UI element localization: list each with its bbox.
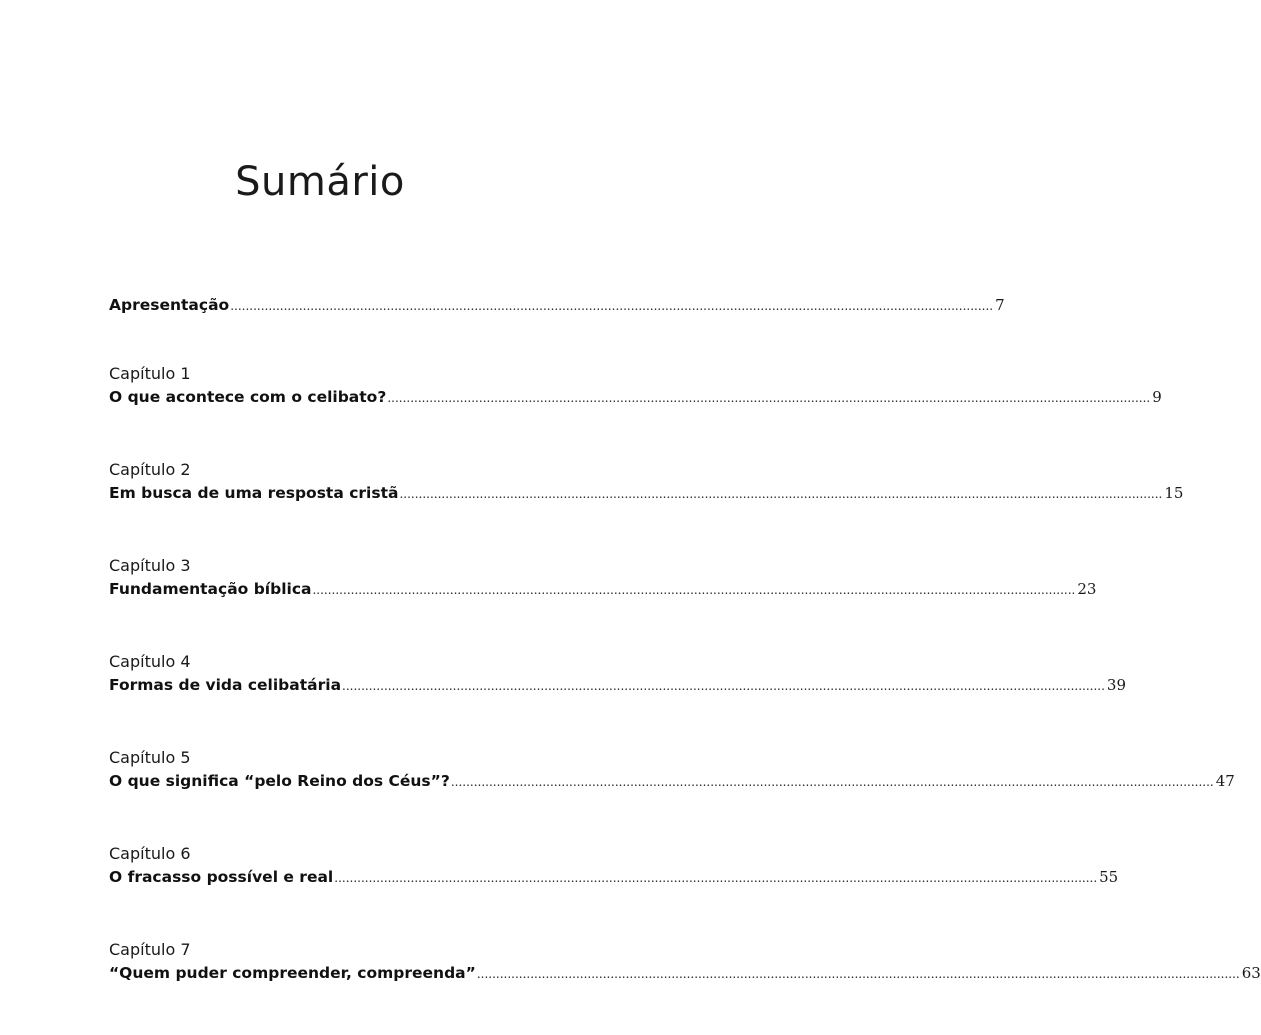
dot-leader: ........................................................................................................................................................................................................: [450, 775, 1214, 789]
toc-line: [109, 293, 1005, 317]
toc-page-number: 55: [1099, 868, 1119, 886]
toc-page-number: 63: [1241, 964, 1261, 982]
toc-entry-chapter-1: [109, 363, 1162, 409]
chapter-label: Capítulo 5: [109, 748, 191, 767]
toc-entry-chapter-2: [109, 459, 1184, 505]
toc-line: [109, 385, 1162, 409]
toc-page-number: 39: [1106, 676, 1127, 694]
chapter-label: Capítulo 6: [109, 844, 191, 863]
toc-page-number: 15: [1164, 484, 1184, 502]
toc-entry-title: Fundamentação bíblica: [109, 580, 312, 598]
toc-entry-chapter-3: [109, 555, 1097, 601]
dot-leader: ........................................................................................................................................................................................................: [342, 679, 1105, 693]
toc-entry-title: O que significa “pelo Reino dos Céus”?: [109, 772, 450, 790]
table-of-contents: [109, 293, 1261, 1035]
chapter-label: Capítulo 7: [109, 940, 191, 959]
toc-line: [109, 865, 1119, 889]
toc-entry-title: Em busca de uma resposta cristã: [109, 484, 399, 502]
chapter-label: Capítulo 2: [109, 460, 191, 479]
chapter-label: Capítulo 4: [109, 652, 191, 671]
toc-line: [109, 577, 1097, 601]
toc-entry-title: Formas de vida celibatária: [109, 676, 342, 694]
dot-leader: ........................................................................................................................................................................................................: [334, 871, 1098, 885]
toc-page-number: 23: [1077, 580, 1097, 598]
dot-leader: ........................................................................................................................................................................................................: [387, 391, 1151, 405]
toc-line: [109, 961, 1261, 985]
toc-line: [109, 673, 1127, 697]
toc-entry-chapter-4: [109, 651, 1127, 697]
toc-entry-chapter-6: [109, 843, 1119, 889]
toc-line: [109, 481, 1184, 505]
dot-leader: ........................................................................................................................................................................................................: [476, 967, 1240, 981]
chapter-label: Capítulo 1: [109, 364, 191, 383]
dot-leader: ........................................................................................................................................................................................................: [399, 487, 1163, 501]
toc-entry-title: O que acontece com o celibato?: [109, 388, 387, 406]
toc-entry-apresentacao: [109, 293, 1005, 317]
toc-entry-title: O fracasso possível e real: [109, 868, 334, 886]
toc-page-number: 9: [1152, 388, 1162, 406]
toc-entry-title: Apresentação: [109, 296, 230, 314]
toc-line: [109, 769, 1235, 793]
chapter-label: Capítulo 3: [109, 556, 191, 575]
dot-leader: ........................................................................................................................................................................................................: [230, 299, 994, 313]
toc-page-number: 47: [1215, 772, 1235, 790]
toc-page-number: 7: [995, 296, 1005, 314]
toc-entry-chapter-7: [109, 939, 1261, 985]
dot-leader: ........................................................................................................................................................................................................: [312, 583, 1076, 597]
page-title: Sumário: [235, 158, 405, 205]
toc-entry-title: “Quem puder compreender, compreenda”: [109, 964, 476, 982]
toc-entry-chapter-5: [109, 747, 1235, 793]
